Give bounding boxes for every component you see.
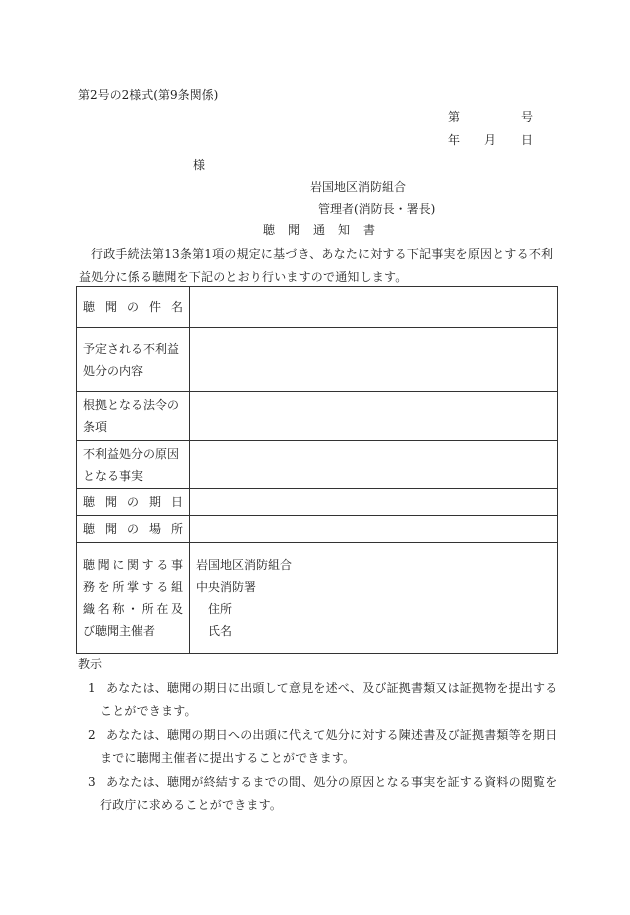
note-text: あなたは、聴聞が終結するまでの間、処分の原因となる事実を証する資料の閲覧を行政庁に求めることができます。 xyxy=(100,775,558,812)
list-item xyxy=(88,771,558,817)
instruction-heading: 教示 xyxy=(78,657,103,671)
note-text: あなたは、聴聞の期日への出頭に代えて処分に対する陳述書及び証拠書類等を期日までに聴聞主催者に提出することができます。 xyxy=(100,728,558,765)
form-id: 第2号の2様式(第9条関係) xyxy=(78,88,219,102)
value-cause-facts xyxy=(190,441,558,489)
date-month-label: 月 xyxy=(484,133,497,147)
value-hearing-date xyxy=(190,489,558,516)
table-row xyxy=(77,489,558,516)
value-legal-basis xyxy=(190,392,558,441)
instruction-list xyxy=(88,677,558,818)
table-row xyxy=(77,287,558,328)
document-number-suffix: 号 xyxy=(521,110,534,124)
intro-paragraph: 行政手続法第13条第1項の規定に基づき、あなたに対する下記事実を原因とする不利益処分に係る聴聞を下記のとおり行いますので通知します。 xyxy=(79,247,554,284)
list-item xyxy=(88,724,558,770)
list-item xyxy=(88,677,558,723)
organizer-address-label: 住所 xyxy=(208,602,233,616)
label-organizer xyxy=(77,543,190,654)
label-cause-facts xyxy=(77,441,190,489)
label-line: 織名称・所在及 xyxy=(83,602,183,616)
note-text: あなたは、聴聞の期日に出頭して意見を述べ、及び証拠書類又は証拠物を提出することができます。 xyxy=(100,681,558,718)
hearing-details-table xyxy=(76,286,558,654)
table-row xyxy=(77,543,558,654)
table-row xyxy=(77,328,558,392)
label-line: 根拠となる法令の xyxy=(83,398,180,412)
label-line: 条項 xyxy=(83,420,108,434)
table-row xyxy=(77,392,558,441)
document-title: 聴聞通知書 xyxy=(263,223,389,237)
label-hearing-place: 聴聞の場所 xyxy=(77,516,190,543)
note-number: 2 xyxy=(88,728,96,742)
table-row xyxy=(77,441,558,489)
addressee-honorific: 様 xyxy=(193,158,206,172)
label-line: 不利益処分の原因 xyxy=(83,446,180,461)
note-number: 1 xyxy=(88,681,96,695)
label-planned-disposition xyxy=(77,328,190,392)
date-day-label: 日 xyxy=(521,133,534,147)
value-organizer xyxy=(190,543,558,654)
issuer-organization: 岩国地区消防組合 xyxy=(310,180,407,194)
label-line: 予定される不利益 xyxy=(83,341,180,356)
organizer-org: 岩国地区消防組合 xyxy=(196,558,293,572)
label-hearing-subject: 聴聞の件名 xyxy=(77,287,190,328)
value-hearing-place xyxy=(190,516,558,543)
label-line: 聴聞に関する事 xyxy=(83,558,183,572)
document-number-prefix: 第 xyxy=(448,110,461,124)
label-line: 処分の内容 xyxy=(83,363,144,378)
label-line: び聴聞主催者 xyxy=(83,624,156,638)
label-line: 務を所掌する組 xyxy=(83,580,183,594)
value-planned-disposition xyxy=(190,328,558,392)
value-hearing-subject xyxy=(190,287,558,328)
label-legal-basis xyxy=(77,392,190,441)
date-year-label: 年 xyxy=(448,133,461,147)
organizer-station: 中央消防署 xyxy=(196,580,257,594)
note-number: 3 xyxy=(88,775,96,789)
label-line: となる事実 xyxy=(83,468,144,483)
table-row xyxy=(77,516,558,543)
issuer-title: 管理者(消防長・署長) xyxy=(318,202,436,216)
label-hearing-date: 聴聞の期日 xyxy=(77,489,190,516)
organizer-name-label: 氏名 xyxy=(208,624,233,638)
